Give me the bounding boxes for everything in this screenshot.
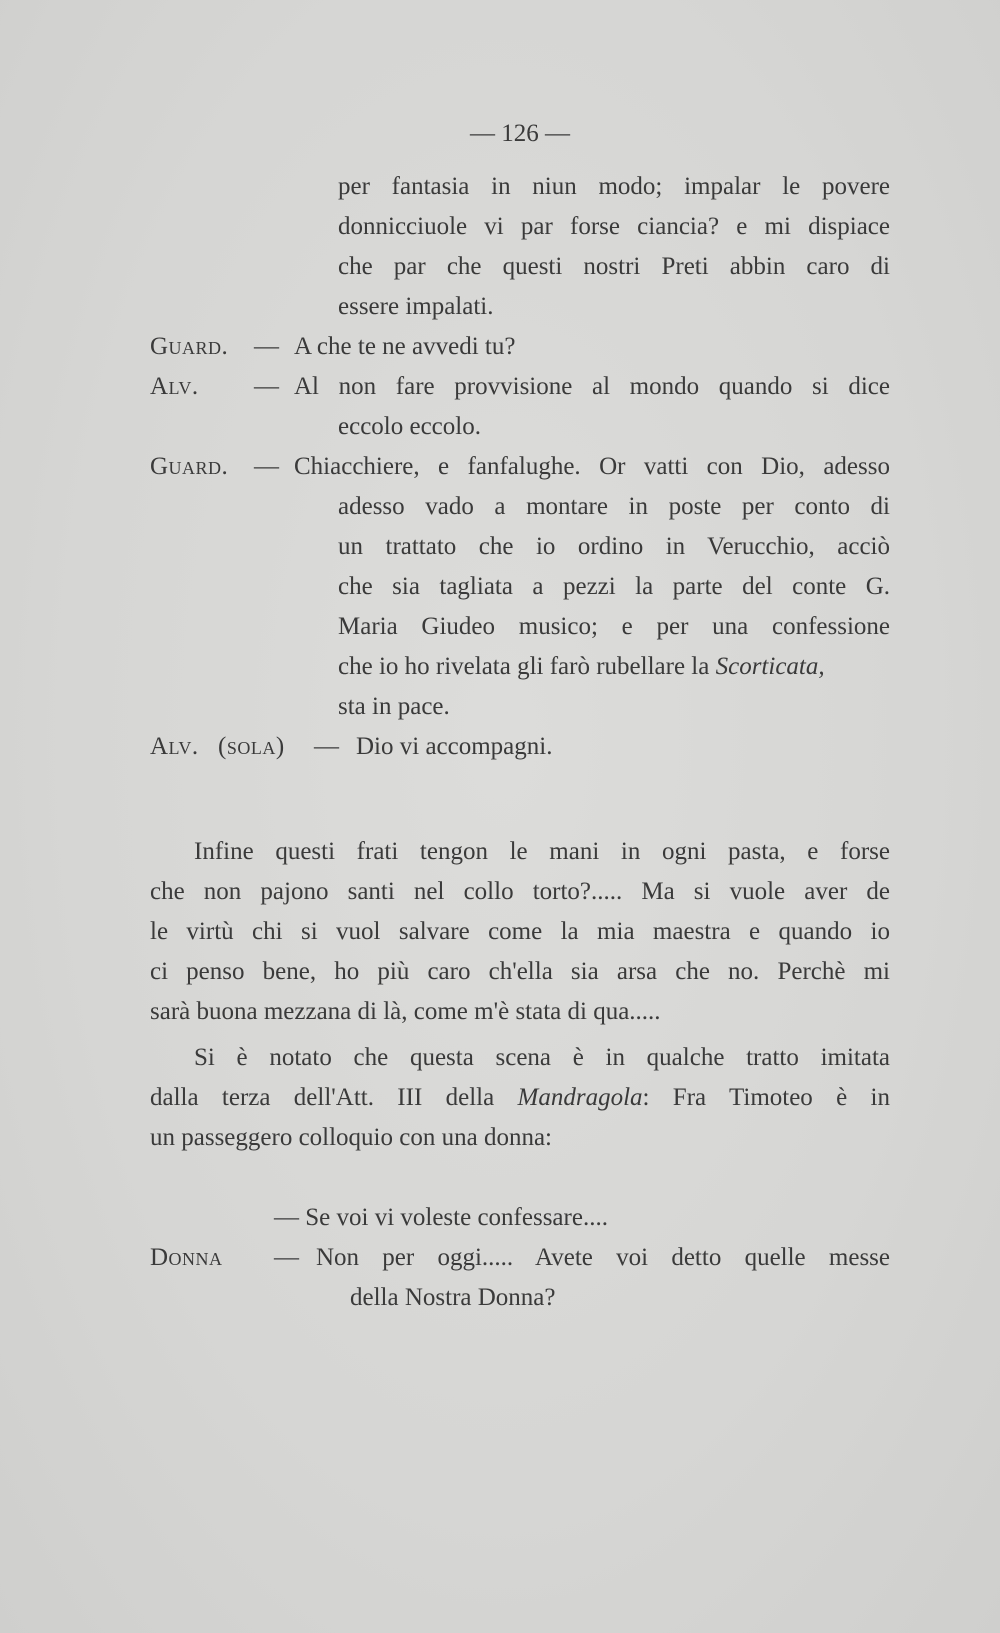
paragraph-line xyxy=(150,1083,890,1113)
paragraph-line: le virtù chi si vuol salvare come la mia maestra e quando io xyxy=(150,918,890,945)
paragraph-line: ci penso bene, ho più caro ch'ella sia arsa che no. Perchè mi xyxy=(150,958,890,985)
speech-line: Dio vi accompagni. xyxy=(356,733,553,760)
speech-text: che io ho rivelata gli farò rubellare la xyxy=(338,653,716,680)
dialogue-dash: — xyxy=(254,333,279,360)
speech-line: — Se voi vi voleste confessare.... xyxy=(274,1204,608,1231)
speech-line: Maria Giudeo musico; e per una confessione xyxy=(338,613,890,640)
paragraph-line: Si è notato che questa scena è in qualche tratto imitata xyxy=(194,1044,890,1071)
text-line: per fantasia in niun modo; impalar le povere xyxy=(338,173,890,200)
text-line: donnicciuole vi par forse ciancia? e mi dispiace xyxy=(338,213,890,240)
dialogue-dash: — xyxy=(314,733,339,760)
speech-line: Al non fare provvisione al mondo quando si dice xyxy=(294,373,890,400)
italic-title: Mandragola xyxy=(517,1084,643,1111)
text-line: che par che questi nostri Preti abbin caro di xyxy=(338,253,890,280)
speaker-name: Guard. xyxy=(150,333,229,360)
speech-line: eccolo eccolo. xyxy=(338,413,481,440)
italic-title: Scorticata, xyxy=(715,653,825,680)
page-number: — 126 — xyxy=(470,120,570,147)
speech-line: sta in pace. xyxy=(338,693,450,720)
dialogue-dash: — xyxy=(274,1244,299,1271)
speech-line: della Nostra Donna? xyxy=(350,1284,556,1311)
speech-line: A che te ne avvedi tu? xyxy=(294,333,516,360)
speech-line: che sia tagliata a pezzi la parte del conte G. xyxy=(338,573,890,600)
paragraph-line: sarà buona mezzana di là, come m'è stata di qua..... xyxy=(150,998,661,1025)
dialogue-dash: — xyxy=(254,453,279,480)
speaker-name: Alv. xyxy=(150,373,199,400)
speaker-name: Donna xyxy=(150,1244,223,1271)
speech-line: adesso vado a montare in poste per conto di xyxy=(338,493,890,520)
speaker-name: Alv. xyxy=(150,733,199,760)
stage-direction: (sola) xyxy=(218,733,285,760)
paragraph-text: dalla terza dell'Att. III della xyxy=(150,1084,518,1111)
speech-line: Non per oggi..... Avete voi detto quelle messe xyxy=(316,1244,890,1271)
speaker-name: Guard. xyxy=(150,453,229,480)
text-line: essere impalati. xyxy=(338,293,494,320)
paragraph-line: Infine questi frati tengon le mani in ogni pasta, e forse xyxy=(194,838,890,865)
paragraph-text: : Fra Timoteo è in xyxy=(642,1084,890,1111)
paragraph-line: un passeggero colloquio con una donna: xyxy=(150,1124,552,1151)
dialogue-dash: — xyxy=(254,373,279,400)
speech-line: un trattato che io ordino in Verucchio, acciò xyxy=(338,533,890,560)
paragraph-line: che non pajono santi nel collo torto?..... Ma si vuole aver de xyxy=(150,878,890,905)
speech-line xyxy=(338,652,825,682)
speech-line: Chiacchiere, e fanfalughe. Or vatti con Dio, adesso xyxy=(294,453,890,480)
